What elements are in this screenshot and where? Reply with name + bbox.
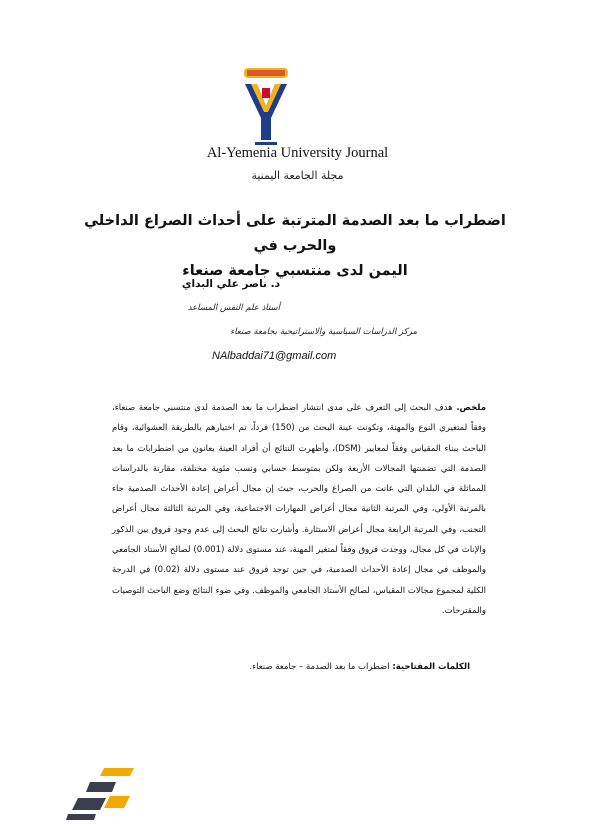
- article-title: [60, 209, 530, 284]
- article-title-line-2: اليمن لدى منتسبي جامعة صنعاء: [182, 263, 408, 279]
- abstract-text: هدف البحث إلى التعرف على مدى انتشار اضطراب ما بعد الصدمة لدى منتسبي جامعة صنعاء، وفقاً لمتغيري النوع والمهنة، وتكونت عينة البحث من (150) فرداً، تم اختيارهم بالطريقة العشوائية، وقام الباحث ببناء المقياس وفقاً لمعايير (DSM)، وأظهرت النتائج أن أفراد العينة يعانون من اضطرابات ما بعد الصدمة التي تضمنتها المجالات الأربعة ولكن بمتوسط حسابي ونسب مئوية مختلفة، مقارنة بالدراسات المماثلة في البلدان التي عانت من الصراع والحرب، حيث إن مجال أعراض إعادة الأحداث الصدمية جاء بالمرتبة الأولى، وفي المرتبة الثانية مجال أعراض المهارات الاجتماعية، وفي المرتبة الثالثة مجال أعراض التجنب، وفي المرتبة الرابعة مجال أعراض الاستثارة. وأشارت نتائج البحث إلى عدم وجود فروق بين الذكور والإناث في كل مجال، ووجدت فروق وفقاً لمتغير المهنة، عند مستوى دلالة (0.001) لصالح الأستاذ الجامعي والموظف في مجال إعادة الأحداث الصدمية، في حين توجد فروق عند مستوى دلالة (0.02) في الدرجة الكلية لمجموع مجالات المقياس، لصالح الأستاذ الجامعي والموظف. وفي ضوء النتائج وضع الباحث التوصيات والمقترحات.: [112, 403, 487, 616]
- keywords-label: الكلمات المفتاحية:: [392, 662, 470, 672]
- author-email[interactable]: NAlbaddai71@gmail.com: [212, 350, 337, 362]
- author-affiliation: مركز الدراسات السياسية والاستراتيجية بجامعة صنعاء: [230, 327, 417, 337]
- keywords: [130, 662, 470, 672]
- author-position: أستاذ علم النفس المساعد: [187, 303, 280, 313]
- journal-name-arabic: مجلة الجامعة اليمنية: [251, 169, 344, 182]
- article-title-line-1: اضطراب ما بعد الصدمة المترتبة على أحداث الصراع الداخلي والحرب في: [84, 213, 506, 254]
- keywords-text: اضطراب ما بعد الصدمة – جامعة صنعاء.: [249, 662, 393, 672]
- abstract-label: ملخص.: [456, 403, 486, 413]
- decorative-stripes: [66, 764, 136, 820]
- university-logo: [241, 62, 291, 152]
- abstract: [112, 398, 486, 621]
- journal-name-english: Al-Yemenia University Journal: [206, 145, 389, 161]
- author-name: د. ناصر علي البداي: [181, 278, 280, 290]
